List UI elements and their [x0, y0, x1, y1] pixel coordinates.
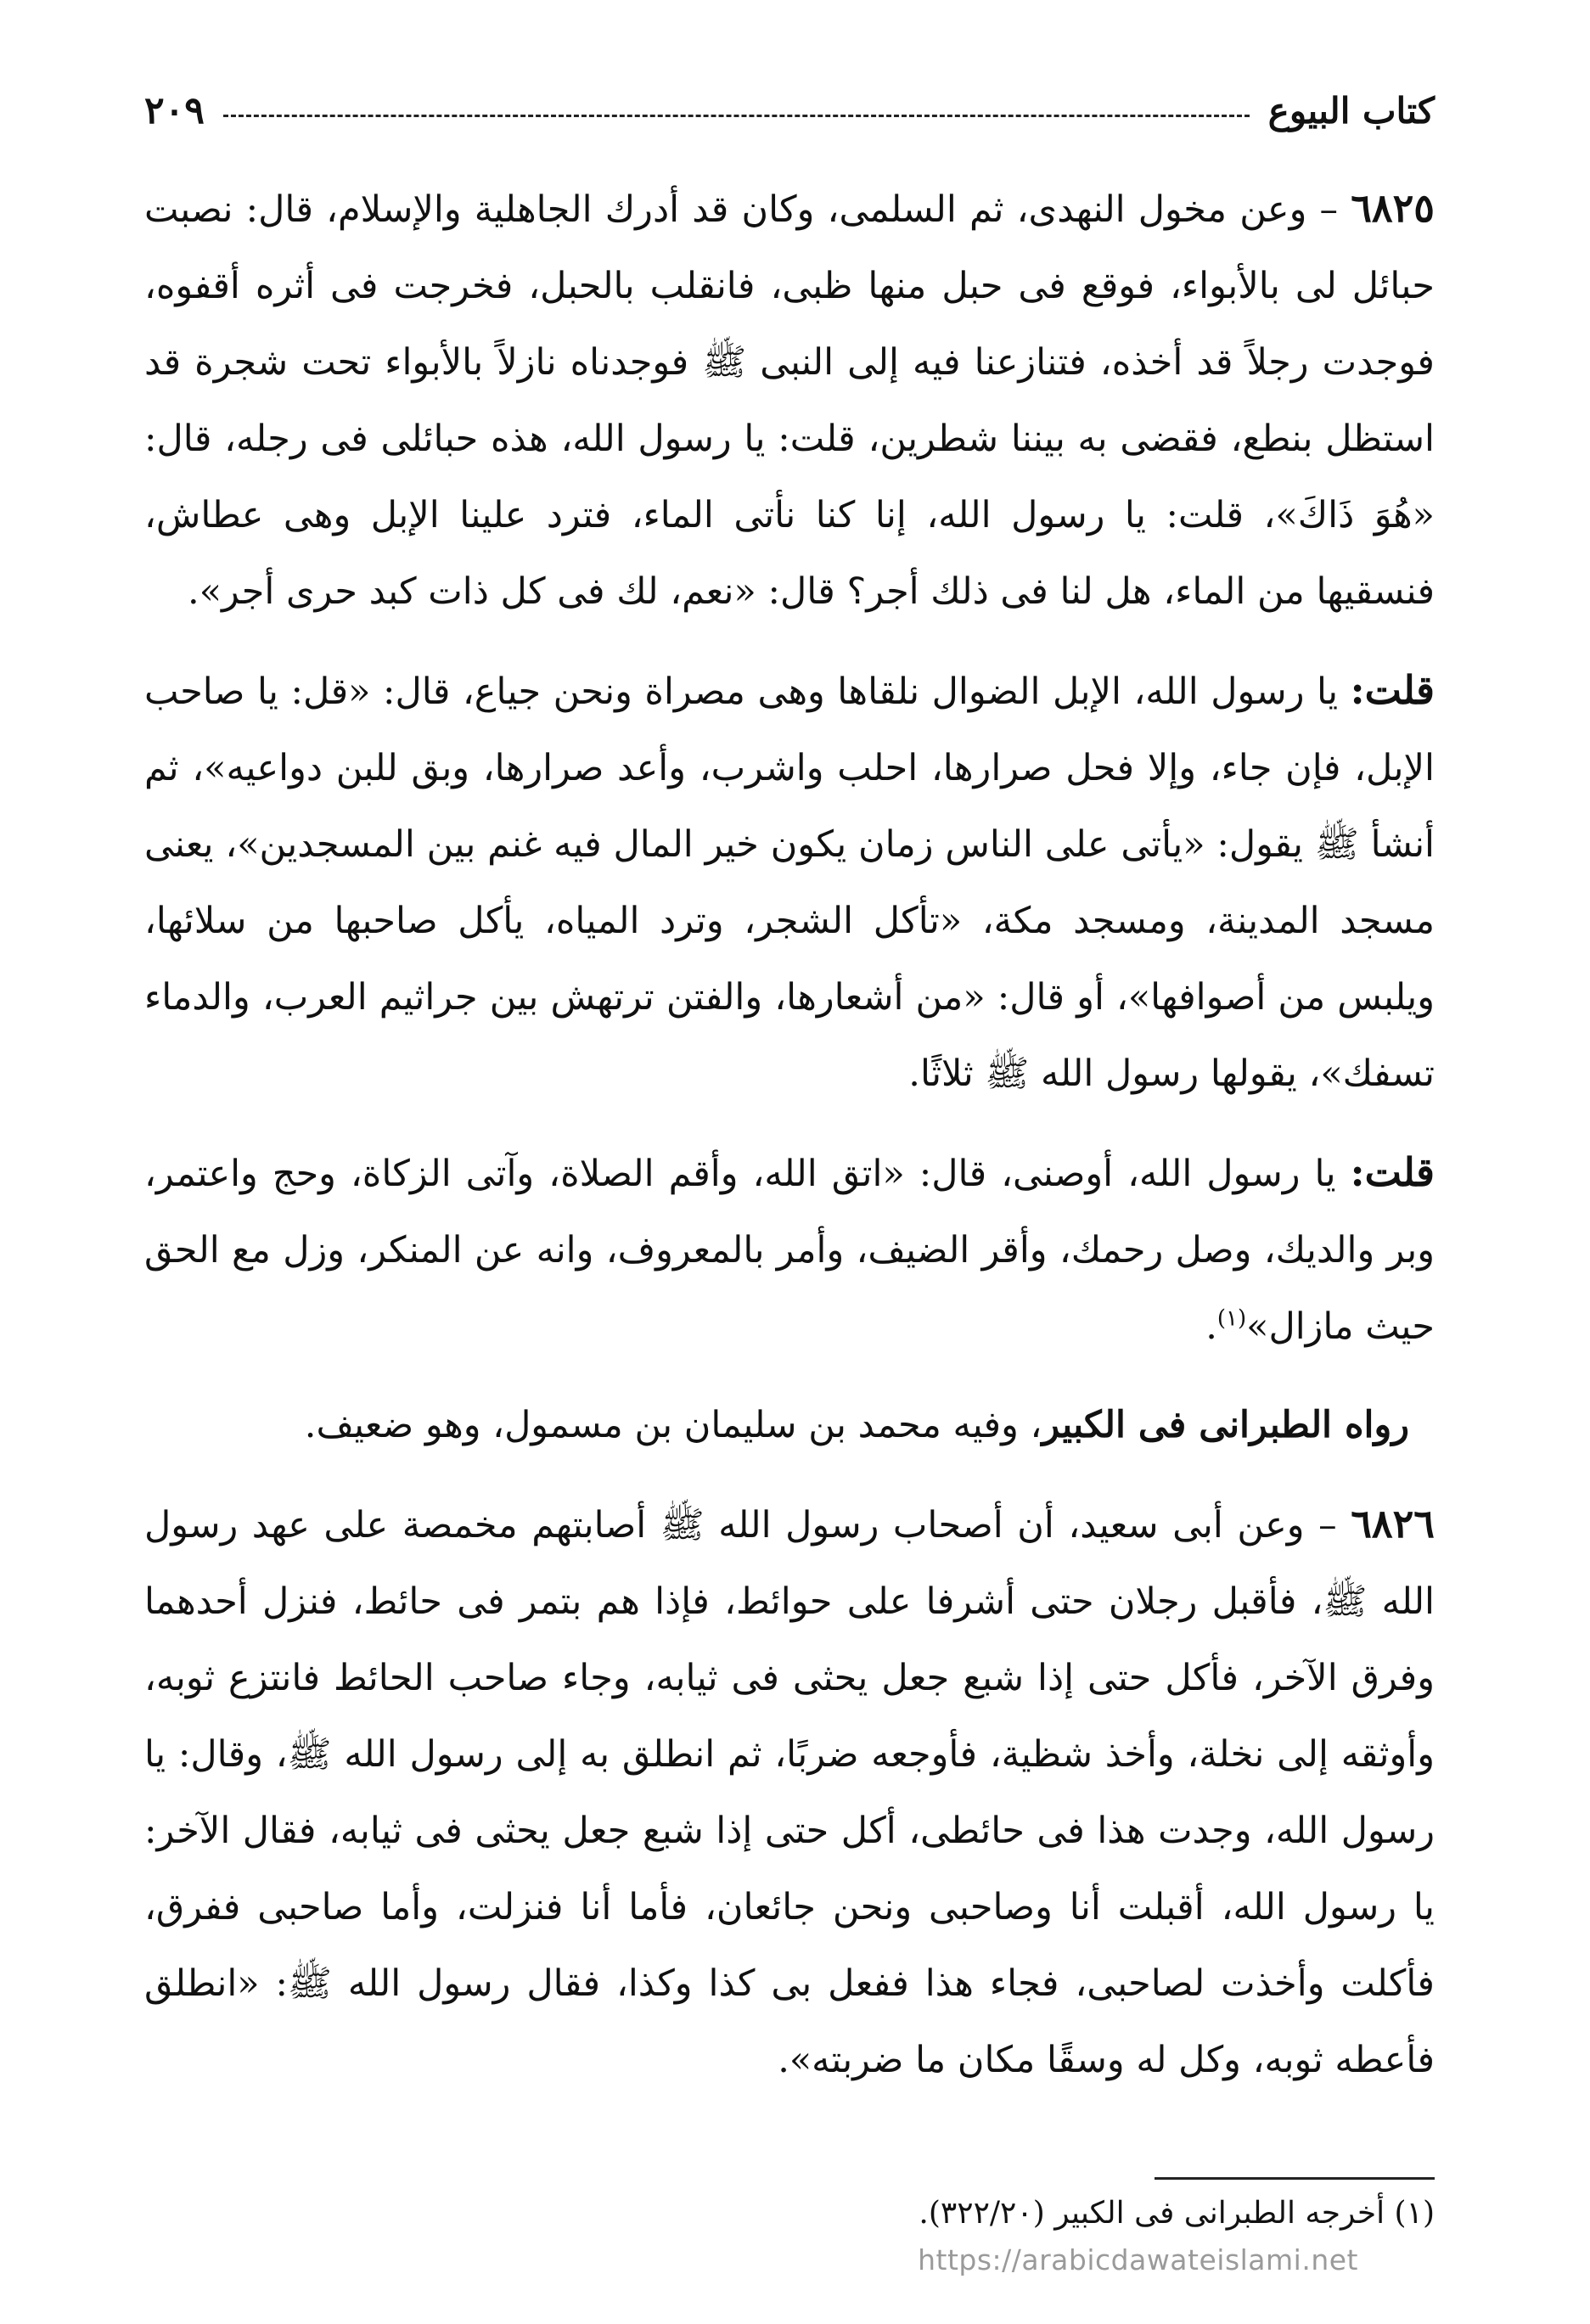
hadith-text: يا رسول الله، الإبل الضوال نلقاها وهى مصراة ونحن جياع، قال: «قل: يا صاحب الإبل، فإن جاء، وإلا فحل صرارها، احلب واشرب، وأعد صرارها، وبق للبن دواعيه»، ثم أنشأ ﷺ يقول: «يأتى على الناس زمان يكون خير المال فيه غنم بين المسجدين»، يعنى مسجد المدينة، ومسجد مكة، «تأكل الشجر، وترد المياه، يأكل صاحبها من سلائها، ويلبس من أصوافها»، أو قال: «من أشعارها، والفتن ترتهش بين جراثيم العرب، والدماء تسفك»، يقولها رسول الله ﷺ ثلاثًا. — [144, 671, 1435, 1095]
book-page — [144, 81, 1435, 2276]
source-attribution — [144, 1387, 1435, 1463]
footnote-marker: (١) — [1216, 1305, 1247, 1332]
footnote: (١) أخرجه الطبرانى فى الكبير (٣٢٢/٢٠). — [919, 2196, 1435, 2231]
hadith-number: ٦٨٢٦ — [1351, 1501, 1435, 1547]
lead-word: قلت: — [1350, 1149, 1435, 1195]
hadith-6825-paragraph-3 — [144, 1134, 1435, 1365]
page-number: ٢٠٩ — [144, 88, 205, 132]
hadith-6825-paragraph-2 — [144, 652, 1435, 1112]
hadith-text: يا رسول الله، أوصنى، قال: «اتق الله، وأقم الصلاة، وآتى الزكاة، وحج واعتمر، وبر والديك، وصل رحمك، وأقر الضيف، وأمر بالمعروف، وانه عن المنكر، وزل مع الحق حيث مازال» — [144, 1153, 1435, 1348]
hadith-text: – وعن مخول النهدى، ثم السلمى، وكان قد أدرك الجاهلية والإسلام، قال: نصبت حبائل لى بالأبواء، فوقع فى حبل منها ظبى، فانقلب بالحبل، فخرجت فى أثره أقفوه، فوجدت رجلاً قد أخذه، فتنازعنا فيه إلى النبى ﷺ فوجدناه نازلاً بالأبواء تحت شجرة قد استظل بنطع، فقضى به بيننا شطرين، قلت: يا رسول الله، هذه حبائلى فى رجله، قال: «هُوَ ذَاكَ»، قلت: يا رسول الله، إنا كنا نأتى الماء، فترد علينا الإبل وهى عطاش، فنسقيها من الماء، هل لنا فى ذلك أجر؟ قال: «نعم، لك فى كل ذات كبد حرى أجر». — [144, 188, 1435, 613]
lead-word: قلت: — [1350, 667, 1435, 713]
hadith-6826-paragraph-1 — [144, 1485, 1435, 2098]
hadith-6825-paragraph-1 — [144, 170, 1435, 630]
hadith-number: ٦٨٢٥ — [1351, 185, 1435, 231]
body-text — [144, 170, 1435, 2120]
watermark-url: https://arabicdawateislami.net — [918, 2243, 1358, 2276]
book-title: كتاب البيوع — [1267, 89, 1435, 132]
dashed-rule — [223, 115, 1250, 117]
hadith-text: – وعن أبى سعيد، أن أصحاب رسول الله ﷺ أصابتهم مخمصة على عهد رسول الله ﷺ، فأقبل رجلان حتى أشرفا على حوائط، فإذا هم بتمر فى حائط، فنزل أحدهما وفرق الآخر، فأكل حتى إذا شبع جعل يحثى فى ثيابه، وجاء صاحب الحائط فانتزع ثوبه، وأوثقه إلى نخلة، وأخذ شظية، فأوجعه ضربًا، ثم انطلق به إلى رسول الله ﷺ، وقال: يا رسول الله، وجدت هذا فى حائطى، أكل حتى إذا شبع جعل يحثى فى ثيابه، فقال الآخر: يا رسول الله، أقبلت أنا وصاحبى ونحن جائعان، فأما أنا فنزلت، وأما صاحبى ففرق، فأكلت وأخذت لصاحبى، فجاء هذا ففعل بى كذا وكذا، فقال رسول الله ﷺ: «انطلق فأعطه ثوبه، وكل له وسقًا مكان ما ضربته». — [144, 1504, 1435, 2081]
source-book: الطبرانى فى الكبير — [1042, 1404, 1333, 1446]
running-head — [144, 81, 1435, 140]
sentence-end: . — [1205, 1305, 1217, 1348]
source-prefix: رواه — [1332, 1404, 1409, 1446]
source-rest: ، وفيه محمد بن سليمان بن مسمول، وهو ضعيف. — [304, 1404, 1042, 1446]
footnote-divider — [1155, 2177, 1435, 2180]
